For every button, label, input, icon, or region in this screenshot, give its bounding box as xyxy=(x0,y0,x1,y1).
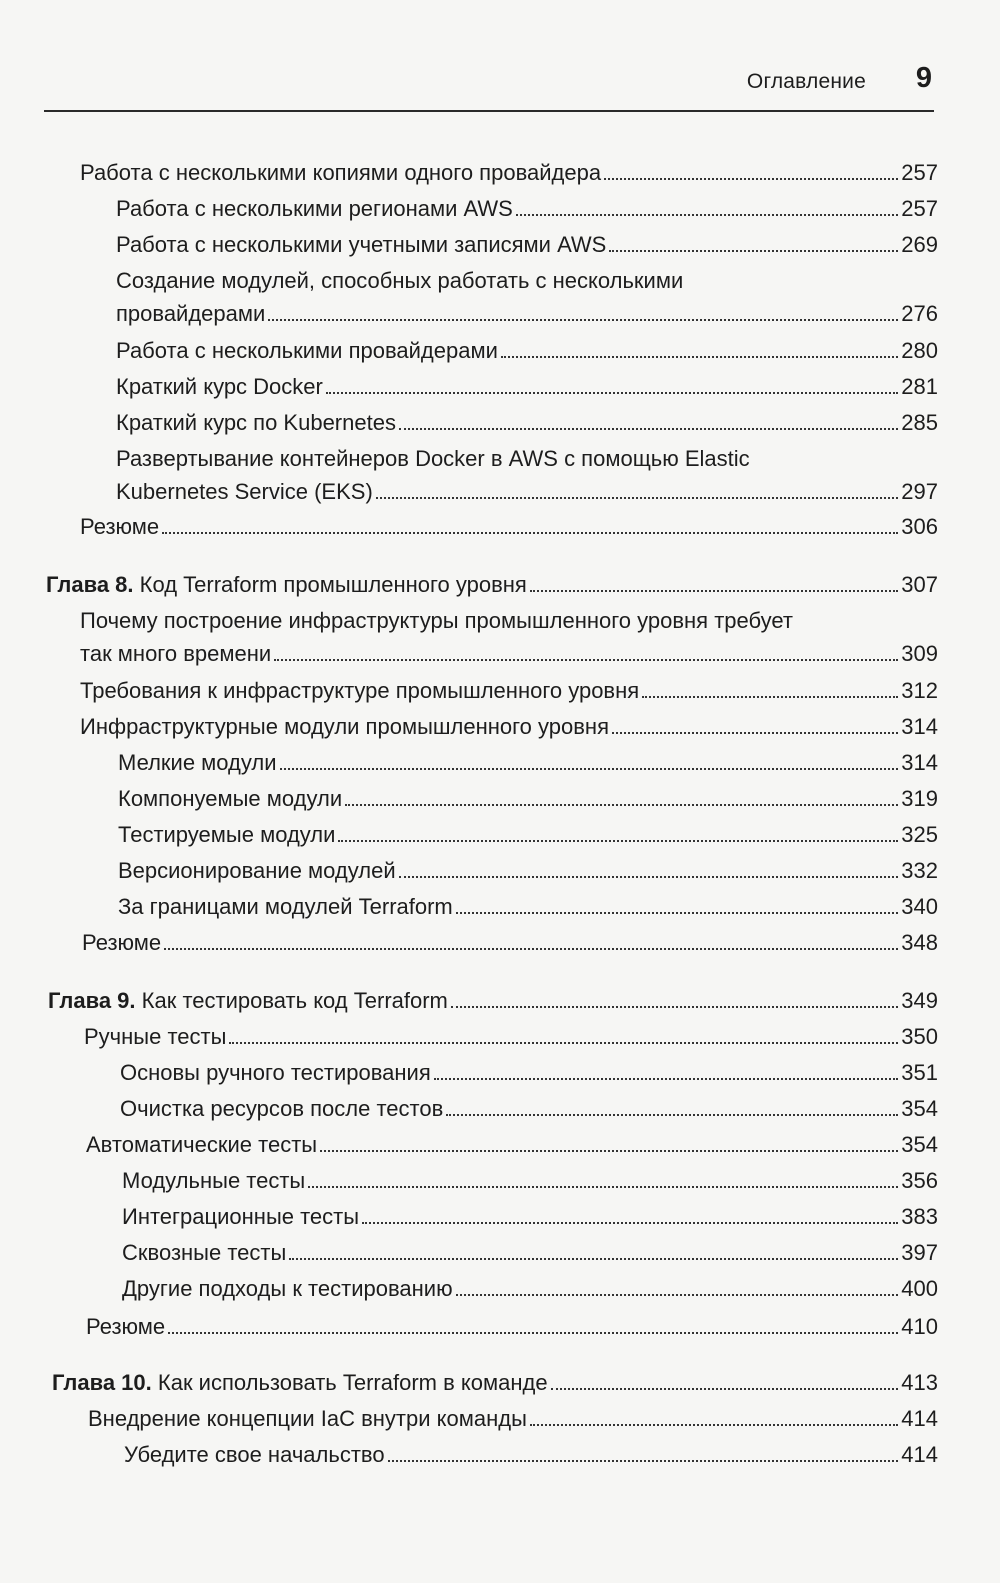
toc-entry-label: Компонуемые модули xyxy=(118,786,343,811)
toc-entry-page: 319 xyxy=(901,786,938,811)
toc-entry xyxy=(116,442,938,508)
leader-dots xyxy=(456,912,899,914)
toc-entry-label: Ручные тесты xyxy=(84,1024,227,1049)
toc-entry-page: 354 xyxy=(901,1096,938,1121)
chapter-number: Глава 9. xyxy=(48,988,136,1013)
toc-entry xyxy=(84,1020,938,1053)
toc-chapter-entry xyxy=(48,984,938,1017)
toc-entry-page: 276 xyxy=(901,301,938,326)
toc-entry-label-line1: Развертывание контейнеров Docker в AWS с помощью Elastic xyxy=(116,446,750,471)
toc-entry-page: 269 xyxy=(901,232,938,257)
leader-dots xyxy=(434,1078,899,1080)
toc-entry xyxy=(86,1128,938,1161)
leader-dots xyxy=(274,659,898,661)
leader-dots xyxy=(388,1460,899,1462)
toc-entry-page: 314 xyxy=(901,714,938,739)
leader-dots xyxy=(612,732,898,734)
toc-entry-page: 414 xyxy=(901,1406,938,1431)
toc-entry-label-line1: Создание модулей, способных работать с несколькими xyxy=(116,268,684,293)
toc-entry-page: 400 xyxy=(901,1276,938,1301)
toc-entry-label: Работа с несколькими провайдерами xyxy=(116,338,498,363)
toc-entry xyxy=(122,1236,938,1269)
toc-entry xyxy=(118,818,938,851)
toc-entry xyxy=(80,710,938,743)
leader-dots xyxy=(280,768,899,770)
toc-entry xyxy=(118,890,938,923)
toc-entry-label: Другие подходы к тестированию xyxy=(122,1276,453,1301)
leader-dots xyxy=(338,840,898,842)
toc-entry-page: 332 xyxy=(901,858,938,883)
toc-entry-page: 257 xyxy=(901,196,938,221)
leader-dots xyxy=(376,497,899,499)
toc-entry-label: Очистка ресурсов после тестов xyxy=(120,1096,444,1121)
toc-entry-page: 312 xyxy=(901,678,938,703)
toc-entry xyxy=(120,1056,938,1089)
chapter-number: Глава 10. xyxy=(52,1370,152,1395)
toc-entry-page: 349 xyxy=(901,988,938,1013)
toc-entry-page: 351 xyxy=(901,1060,938,1085)
toc-entry-page: 356 xyxy=(901,1168,938,1193)
toc-entry-page: 325 xyxy=(901,822,938,847)
leader-dots xyxy=(326,392,898,394)
toc-entry-label: Краткий курс по Kubernetes xyxy=(116,410,396,435)
leader-dots xyxy=(446,1114,898,1116)
toc-entry xyxy=(122,1164,938,1197)
toc-entry xyxy=(116,370,938,403)
toc-chapter-entry xyxy=(46,568,938,601)
running-header xyxy=(44,60,934,112)
toc-entry xyxy=(80,674,938,707)
toc-entry-page: 307 xyxy=(901,572,938,597)
leader-dots xyxy=(551,1388,899,1390)
toc-entry-label: Как тестировать код Terraform xyxy=(141,988,448,1013)
leader-dots xyxy=(642,696,898,698)
toc-entry-page: 285 xyxy=(901,410,938,435)
page-number: 9 xyxy=(915,62,932,94)
toc-entry-page: 383 xyxy=(901,1204,938,1229)
toc-entry xyxy=(122,1272,938,1305)
toc-entry-label: Сквозные тесты xyxy=(122,1240,287,1265)
leader-dots xyxy=(162,532,898,534)
leader-dots xyxy=(168,1332,898,1334)
toc-entry-label: Работа с несколькими копиями одного провайдера xyxy=(80,160,602,185)
toc-entry-label-line2: так много времени xyxy=(80,641,272,666)
leader-dots xyxy=(530,590,898,592)
toc-entry xyxy=(88,1402,938,1435)
toc-chapter-entry xyxy=(52,1366,938,1399)
leader-dots xyxy=(451,1006,898,1008)
toc-entry-page: 414 xyxy=(901,1442,938,1467)
toc-entry xyxy=(80,510,938,543)
toc-entry-page: 413 xyxy=(901,1370,938,1395)
toc-entry-label: Код Terraform промышленного уровня xyxy=(139,572,527,597)
toc-entry-label: Интеграционные тесты xyxy=(122,1204,360,1229)
header-title: Оглавление xyxy=(746,70,866,93)
toc-entry-label: Основы ручного тестирования xyxy=(120,1060,431,1085)
toc-entry-label: Как использовать Terraform в команде xyxy=(157,1370,548,1395)
toc-entry xyxy=(80,156,938,189)
toc-entry xyxy=(116,192,938,225)
toc-entry xyxy=(122,1200,938,1233)
toc-entry-label-line2: Kubernetes Service (EKS) xyxy=(116,479,373,504)
leader-dots xyxy=(609,250,898,252)
toc-entry-page: 281 xyxy=(901,374,938,399)
toc-entry xyxy=(118,746,938,779)
leader-dots xyxy=(164,948,898,950)
toc-entry-label: Мелкие модули xyxy=(118,750,277,775)
leader-dots xyxy=(345,804,898,806)
toc-entry-label: Версионирование модулей xyxy=(118,858,396,883)
toc-entry-label: Резюме xyxy=(82,930,162,955)
leader-dots xyxy=(530,1424,898,1426)
leader-dots xyxy=(362,1222,898,1224)
toc-entry-label: За границами модулей Terraform xyxy=(118,894,453,919)
toc-entry xyxy=(118,782,938,815)
toc-entry-label: Резюме xyxy=(86,1314,166,1339)
toc-entry-page: 350 xyxy=(901,1024,938,1049)
toc-entry-label: Модульные тесты xyxy=(122,1168,306,1193)
toc-entry-label: Тестируемые модули xyxy=(118,822,336,847)
toc-entry-page: 354 xyxy=(901,1132,938,1157)
leader-dots xyxy=(399,428,898,430)
toc-entry-label: Требования к инфраструктуре промышленного уровня xyxy=(80,678,640,703)
toc-entry-label: Убедите свое начальство xyxy=(124,1442,385,1467)
leader-dots xyxy=(604,178,898,180)
toc-entry-label: Работа с несколькими регионами AWS xyxy=(116,196,513,221)
toc-entry-label: Инфраструктурные модули промышленного уровня xyxy=(80,714,609,739)
toc-entry-page: 410 xyxy=(901,1314,938,1339)
leader-dots xyxy=(399,876,899,878)
toc-entry-label-line1: Почему построение инфраструктуры промышленного уровня требует xyxy=(80,608,793,633)
toc-entry-page: 306 xyxy=(901,514,938,539)
toc-entry xyxy=(118,854,938,887)
toc-entry-page: 280 xyxy=(901,338,938,363)
toc-entry xyxy=(80,604,938,670)
toc-entry-label: Работа с несколькими учетными записями AWS xyxy=(116,232,607,257)
toc-entry-page: 397 xyxy=(901,1240,938,1265)
toc-entry-page: 348 xyxy=(901,930,938,955)
toc-entry-page: 257 xyxy=(901,160,938,185)
toc-entry-page: 340 xyxy=(901,894,938,919)
leader-dots xyxy=(320,1150,898,1152)
toc-entry xyxy=(124,1438,938,1471)
toc-entry-page: 309 xyxy=(901,641,938,666)
toc-entry-label: Краткий курс Docker xyxy=(116,374,323,399)
toc-entry xyxy=(116,264,938,330)
leader-dots xyxy=(229,1042,898,1044)
toc-entry xyxy=(116,228,938,261)
leader-dots xyxy=(456,1294,899,1296)
toc-entry-label: Внедрение концепции IaC внутри команды xyxy=(88,1406,527,1431)
leader-dots xyxy=(516,214,898,216)
toc-entry xyxy=(82,926,938,959)
toc-entry-page: 297 xyxy=(901,479,938,504)
toc-entry-page: 314 xyxy=(901,750,938,775)
leader-dots xyxy=(289,1258,898,1260)
leader-dots xyxy=(308,1186,898,1188)
toc-entry-label: Резюме xyxy=(80,514,160,539)
leader-dots xyxy=(268,319,898,321)
toc-entry xyxy=(116,334,938,367)
toc-entry xyxy=(120,1092,938,1125)
toc-entry-label: Автоматические тесты xyxy=(86,1132,318,1157)
leader-dots xyxy=(501,356,898,358)
toc-entry xyxy=(116,406,938,439)
toc-entry xyxy=(86,1310,938,1343)
toc-entry-label-line2: провайдерами xyxy=(116,301,266,326)
chapter-number: Глава 8. xyxy=(46,572,134,597)
